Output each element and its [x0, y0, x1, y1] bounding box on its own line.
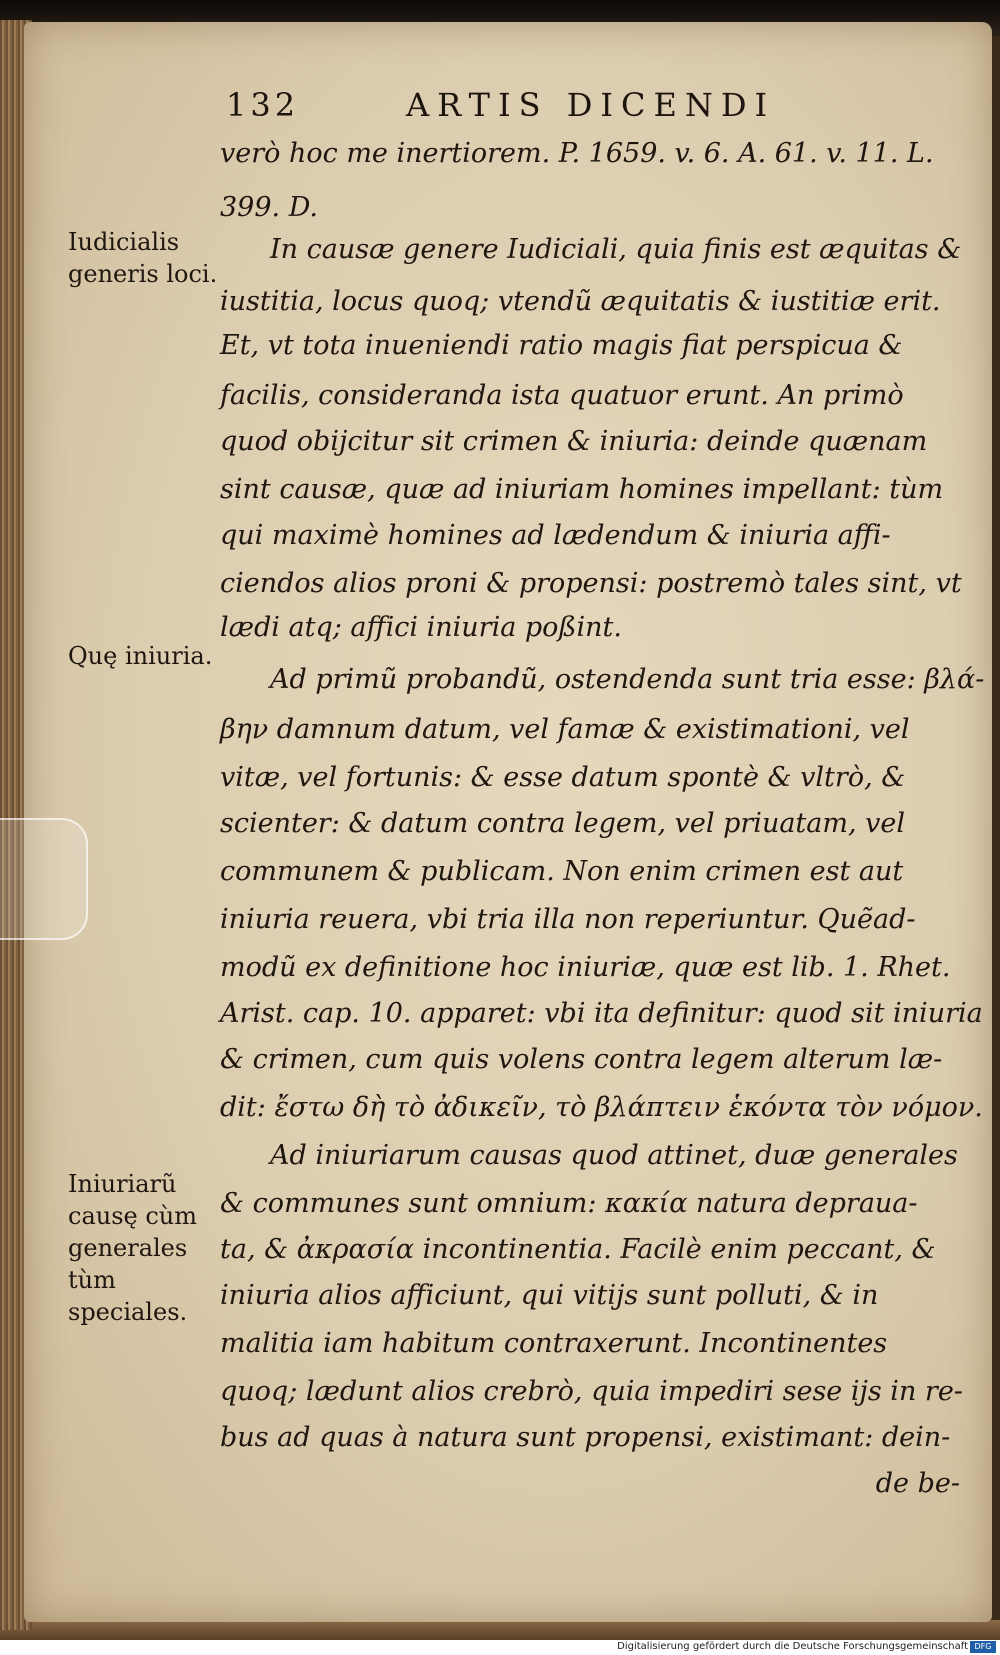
margin-note-causae: Iniuriarũ causę cùm generales tùm speciales.	[68, 1170, 198, 1326]
catchword: de be-	[875, 1468, 960, 1499]
text-line: quod obijcitur sit crimen & iniuria: deinde quænam	[220, 426, 928, 457]
text-line: iniuria reuera, vbi tria illa non reperiuntur. Quẽad-	[220, 904, 916, 935]
text-line: lædi atq; affici iniuria poßint.	[220, 612, 622, 643]
text-line: ciendos alios proni & propensi: postremò tales sint, vt	[220, 568, 962, 599]
text-line: & communes sunt omnium: κακία natura deprauа-	[220, 1188, 918, 1219]
text-line: Et, vt tota inueniendi ratio magis fiat perspicua &	[220, 330, 903, 361]
text-line: communem & publicam. Non enim crimen est aut	[220, 856, 904, 887]
text-line: iustitia, locus quoq; vtendũ æquitatis & iustitiæ erit.	[220, 286, 941, 317]
text-line: dit: ἔστω δὴ τὸ ἀδικεῖν, τὸ βλάπτειν ἑκόντα τὸν νόμον.	[220, 1092, 983, 1123]
text-line: qui maximè homines ad lædendum & iniuria affi-	[220, 520, 891, 551]
text-line: scienter: & datum contra legem, vel priuatam, vel	[220, 808, 906, 839]
footer-credit: Digitalisierung gefördert durch die Deutsche Forschungsgemeinschaft	[617, 1641, 968, 1652]
dfg-logo: DFG	[970, 1641, 996, 1653]
text-line: & crimen, cum quis volens contra legem alterum læ-	[220, 1044, 943, 1075]
text-line: ta, & ἀκρασία incontinentia. Facilè enim peccant, &	[220, 1234, 936, 1265]
text-line: sint causæ, quæ ad iniuriam homines impellant: tùm	[220, 474, 944, 505]
page-clip	[0, 818, 88, 940]
text-line: βην damnum datum, vel famæ & existimationi, vel	[220, 714, 910, 745]
text-line: Ad iniuriarum causas quod attinet, duæ generales	[270, 1140, 958, 1171]
page-bottom-edge	[0, 1620, 1000, 1640]
margin-note-iniuria: Quę iniuria.	[68, 642, 213, 670]
text-line: malitia iam habitum contraxerunt. Incontinentes	[220, 1328, 888, 1359]
text-line: iniuria alios afficiunt, qui vitijs sunt polluti, & in	[220, 1280, 879, 1311]
margin-note-iudicialis: Iudicialis generis loci.	[68, 228, 218, 288]
text-line: verò hoc me inertiorem. P. 1659. v. 6. A. 61. v. 11. L.	[220, 138, 934, 169]
digitization-footer	[0, 1640, 1000, 1655]
text-line: modũ ex definitione hoc iniuriæ, quæ est lib. 1. Rhet.	[220, 952, 951, 983]
text-line: Ad primũ probandũ, ostendenda sunt tria esse: βλά-	[270, 664, 985, 695]
page-number: 132	[226, 86, 300, 124]
text-line: vitæ, vel fortunis: & esse datum spontè & vltrò, &	[220, 762, 906, 793]
text-line: Arist. cap. 10. apparet: vbi ita definitur: quod sit iniuria	[220, 998, 983, 1029]
text-line: bus ad quas à natura sunt propensi, existimant: dein-	[220, 1422, 951, 1453]
text-line: In causæ genere Iudiciali, quia finis est æquitas &	[270, 234, 962, 265]
text-line: facilis, consideranda ista quatuor erunt. An primò	[220, 380, 904, 411]
text-line: quoq; lædunt alios crebrò, quia impediri sese ijs in re-	[220, 1376, 963, 1407]
page-header	[226, 86, 826, 126]
text-line: 399. D.	[220, 192, 318, 223]
running-title: ARTIS DICENDI	[406, 86, 776, 124]
